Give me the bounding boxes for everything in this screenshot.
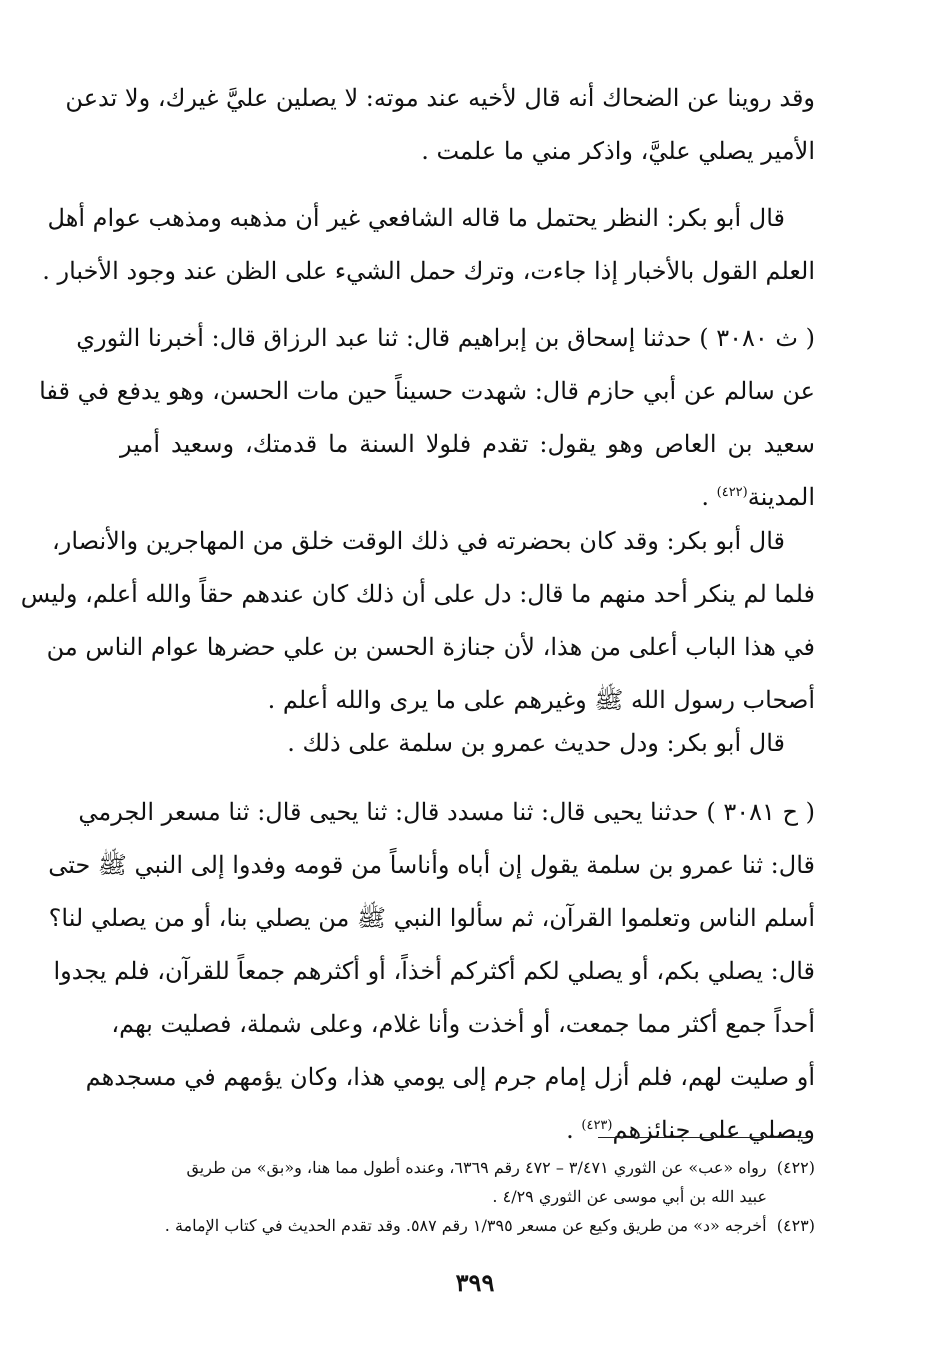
paragraph-hadith-3080 [39, 312, 815, 524]
footnote-number: (٤٢٢) [776, 1158, 815, 1177]
paragraph-muhajirin [20, 515, 815, 727]
footnote-reference-423[interactable]: (٤٢٣) [581, 1118, 613, 1133]
line-end: . [566, 1116, 582, 1144]
text-line: ( ح ٣٠٨١ ) حدثنا يحيى قال: ثنا مسدد قال: ثنا يحيى قال: ثنا مسعر الجرمي [78, 798, 815, 826]
paragraph-hadith-3081 [48, 786, 815, 1157]
footnote-423 [120, 1211, 815, 1240]
text-line: قال أبو بكر: وقد كان بحضرته في ذلك الوقت خلق من المهاجرين والأنصار، [52, 527, 785, 555]
footnote-text: أخرجه «د» من طريق وكيع عن مسعر ١/٣٩٥ رقم ٥٨٧. وقد تقدم الحديث في كتاب الإمامة . [164, 1216, 767, 1235]
text-line: أحداً جمع أكثر مما جمعت، أو أخذت وأنا غلام، وعلى شملة، فصليت بهم، [111, 1010, 815, 1038]
footnote-number: (٤٢٣) [776, 1216, 815, 1235]
text-line: في هذا الباب أعلى من هذا، لأن جنازة الحسن بن علي حضرها عوام الناس من [46, 633, 815, 661]
text-line: وقد روينا عن الضحاك أنه قال لأخيه عند موته: لا يصلين عليَّ غيرك، ولا تدعن [65, 84, 815, 112]
text-line: أسلم الناس وتعلموا القرآن، ثم سألوا النبي ﷺ من يصلي بنا، أو من يصلي لنا؟ [48, 904, 815, 932]
text-line: فلما لم ينكر أحد منهم ما قال: دل على أن ذلك كان عندهم حقاً والله أعلم، وليس [20, 580, 815, 608]
line-text: المدينة [747, 483, 815, 511]
paragraph-dahhak [65, 72, 815, 178]
footnote-text: رواه «عب» عن الثوري ٣/٤٧١ – ٤٧٢ رقم ٦٣٦٩، وعنده أطول مما هنا، و«بق» من طريق [186, 1158, 767, 1177]
footnote-reference-422[interactable]: (٤٢٢) [716, 485, 748, 500]
text-line: قال أبو بكر: ودل حديث عمرو بن سلمة على ذلك . [287, 729, 785, 757]
page-number: ٣٩٩ [455, 1268, 495, 1297]
text-line: ( ث ٣٠٨٠ ) حدثنا إسحاق بن إبراهيم قال: ثنا عبد الرزاق قال: أخبرنا الثوري [76, 324, 815, 352]
paragraph-amr-ibn-salama [120, 717, 815, 770]
text-line: قال أبو بكر: النظر يحتمل ما قاله الشافعي غير أن مذهبه ومذهب عوام أهل [47, 204, 785, 232]
paragraph-abu-bakr-opinion [42, 192, 815, 298]
text-line: العلم القول بالأخبار إذا جاءت، وترك حمل الشيء على الظن عند وجود الأخبار . [42, 257, 815, 285]
text-line-with-reference [120, 1104, 815, 1157]
text-line: عن سالم عن أبي حازم قال: شهدت حسيناً حين مات الحسن، وهو يدفع في قفا [39, 377, 815, 405]
line-text: ويصلي على جنائزهم [612, 1116, 815, 1144]
text-line: قال: يصلي بكم، أو يصلي لكم أكثركم أخذاً، أو أكثرهم جمعاً للقرآن، فلم يجدوا [53, 957, 815, 985]
footnote-422 [120, 1153, 815, 1182]
text-line: أو صليت لهم، فلم أزل إمام جرم إلى يومي هذا، وكان يؤمهم في مسجدهم [85, 1063, 815, 1091]
line-end: . [701, 483, 717, 511]
footnote-422-continuation: عبيد الله بن أبي موسى عن الثوري ٤/٢٩ . [492, 1187, 767, 1206]
footnotes [120, 1153, 815, 1240]
footnote-separator [598, 1137, 812, 1138]
text-line: قال: ثنا عمرو بن سلمة يقول إن أباه وأناساً من قومه وفدوا إلى النبي ﷺ حتى [48, 851, 815, 879]
text-line: الأمير يصلي عليَّ، واذكر مني ما علمت . [421, 137, 815, 165]
text-line: سعيد بن العاص وهو يقول: تقدم فلولا السنة ما قدمتك، وسعيد أمير [120, 430, 815, 458]
text-line: أصحاب رسول الله ﷺ وغيرهم على ما يرى والله أعلم . [267, 686, 815, 714]
